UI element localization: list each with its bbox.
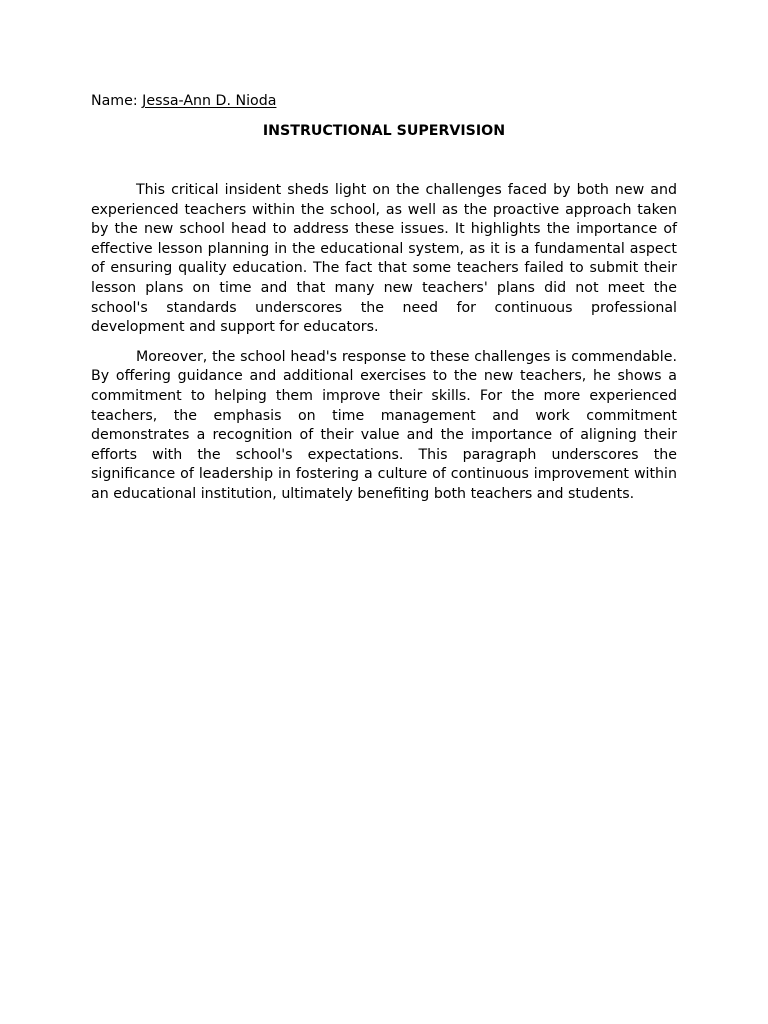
name-label: Name: <box>91 93 138 109</box>
document-page <box>91 91 677 505</box>
name-value: Jessa-Ann D. Nioda <box>142 93 277 109</box>
name-line <box>91 91 677 111</box>
paragraph-1: This critical insident sheds light on the challenges faced by both new and experienced teachers within the school, as well as the proactive approach taken by the new school head to address these issues. It highlights the importance of effective lesson planning in the educational system, as it is a fundamental aspect of ensuring quality education. The fact that some teachers failed to submit their lesson plans on time and that many new teachers' plans did not meet the school's standards underscores the need for continuous professional development and support for educators. <box>91 182 677 336</box>
document-title: INSTRUCTIONAL SUPERVISION <box>262 123 506 139</box>
paragraph-2: Moreover, the school head's response to these challenges is commendable. By offering guidance and additional exercises to the new teachers, he shows a commitment to helping them improve their skills. For the more experienced teachers, the emphasis on time management and work commitment demonstrates a recognition of their value and the importance of aligning their efforts with the school's expectations. This paragraph underscores the significance of leadership in fostering a culture of continuous improvement within an educational institution, ultimately benefiting both teachers and students. <box>91 348 677 502</box>
